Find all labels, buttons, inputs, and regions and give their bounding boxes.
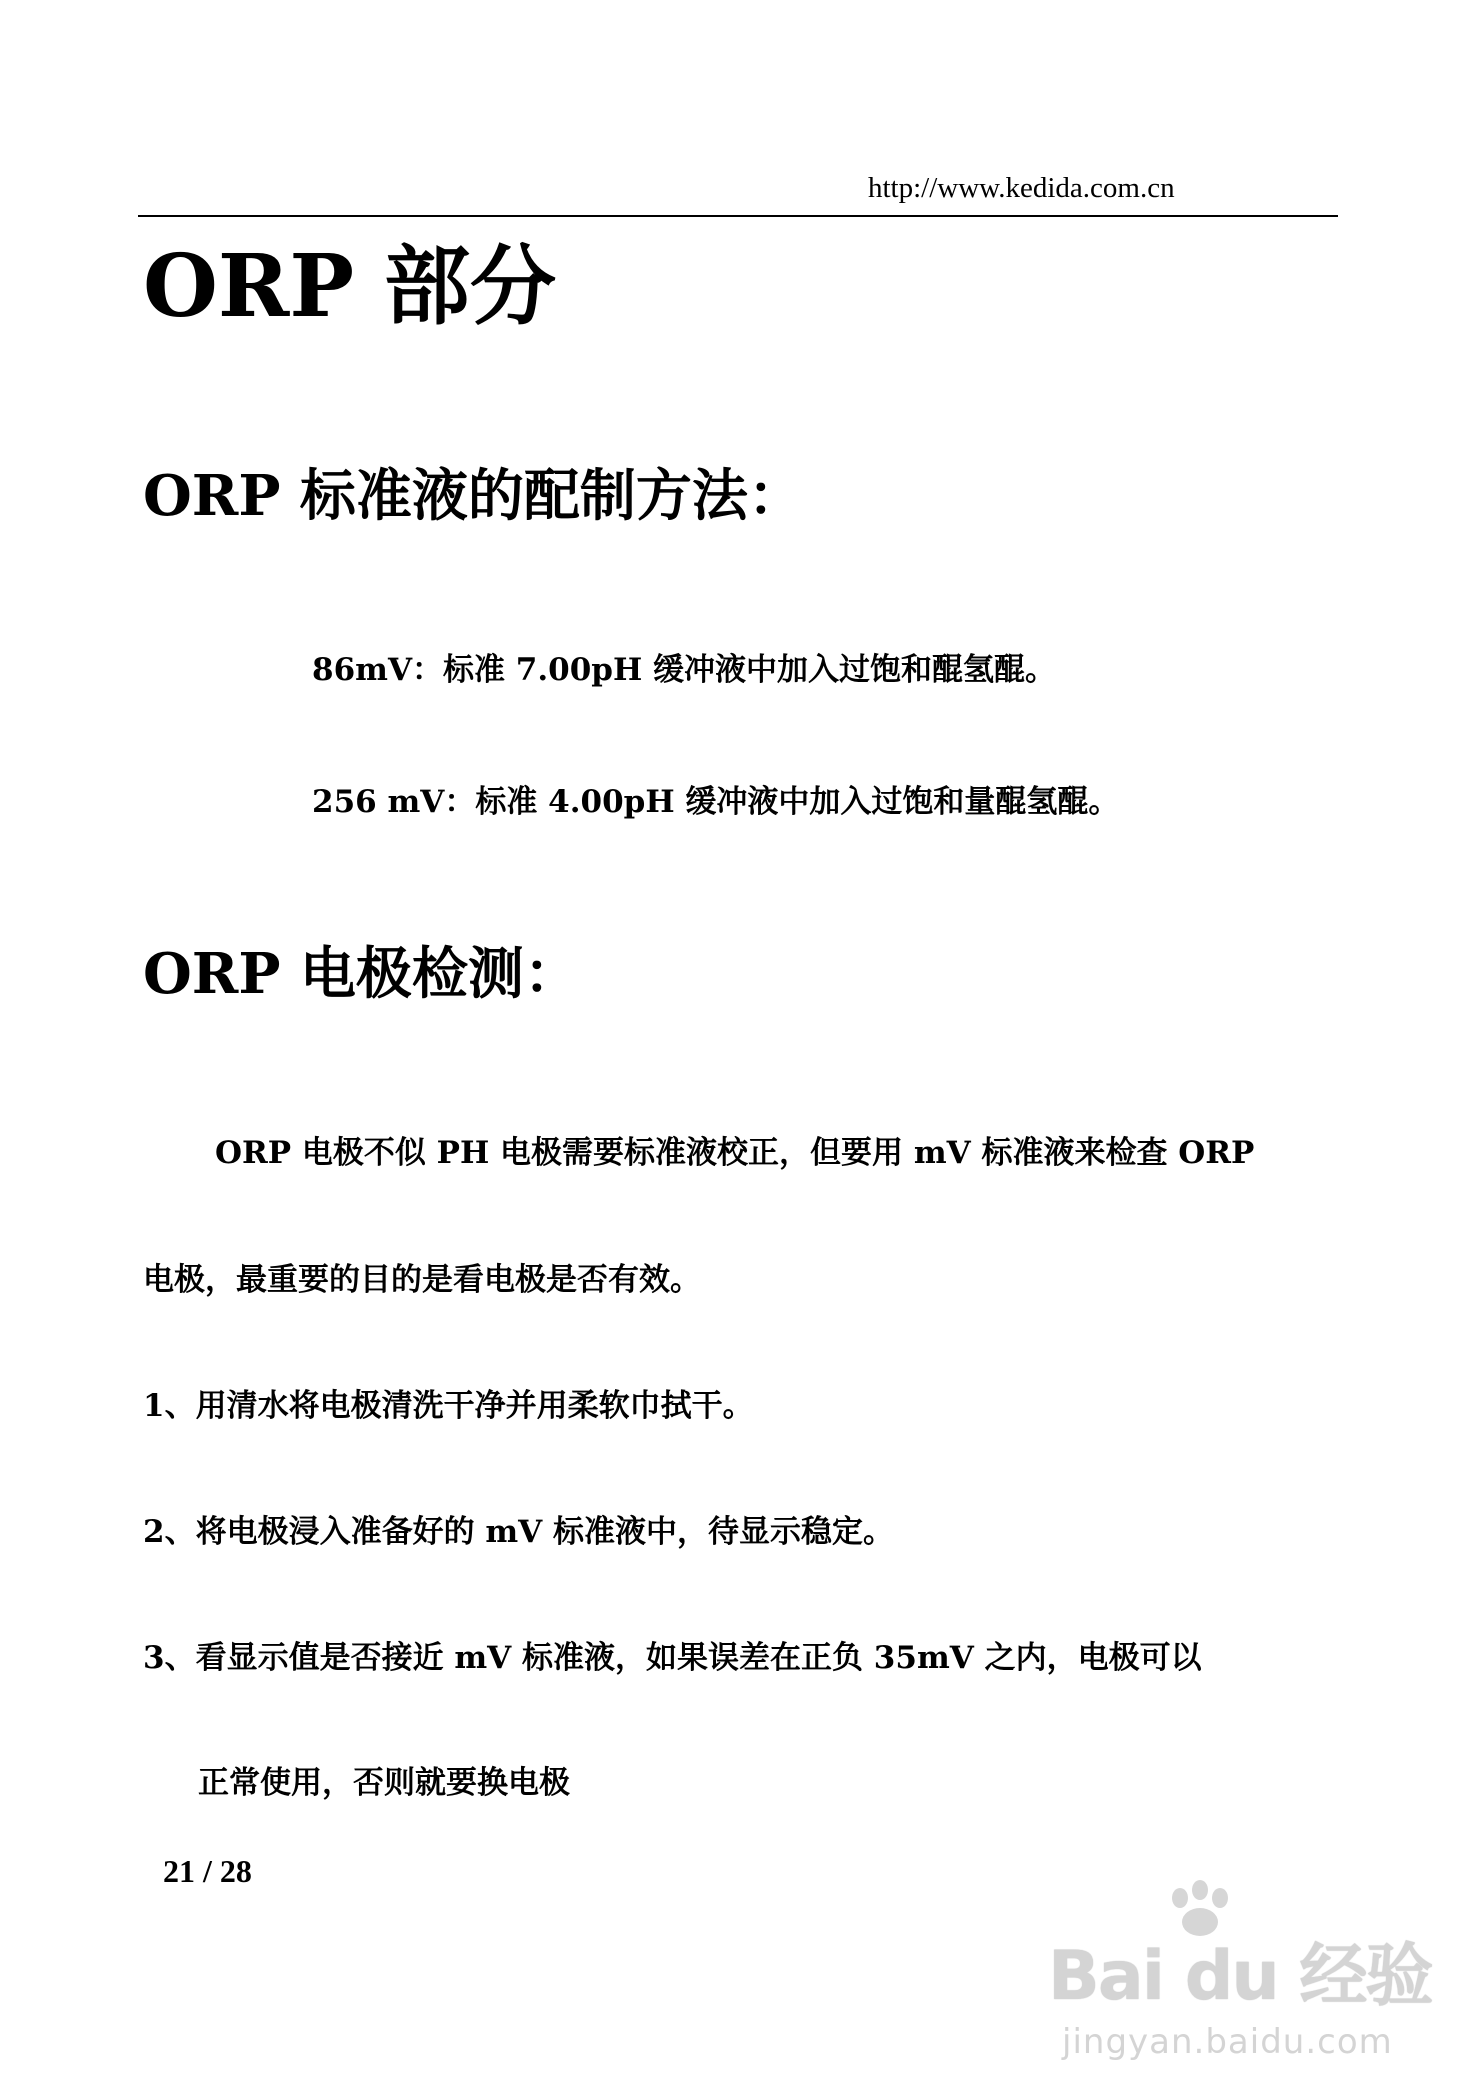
step-1: 1、用清水将电极清洗干净并用柔软巾拭干。 <box>143 1388 754 1424</box>
header-divider <box>138 215 1338 217</box>
preparation-line-86mv: 86mV：标准 7.00pH 缓冲液中加入过饱和醌氢醌。 <box>312 652 1057 688</box>
paragraph-line-1: ORP 电极不似 PH 电极需要标准液校正，但要用 mV 标准液来检查 ORP <box>215 1135 1255 1171</box>
section-heading-preparation: ORP 标准液的配制方法： <box>143 463 804 529</box>
section-heading-electrode-test: ORP 电极检测： <box>143 941 580 1007</box>
step-2: 2、将电极浸入准备好的 mV 标准液中，待显示稳定。 <box>143 1514 895 1550</box>
watermark-url: jingyan.baidu.com <box>1062 2022 1393 2062</box>
baidu-watermark <box>1040 1880 1440 2080</box>
preparation-line-256mv: 256 mV：标准 4.00pH 缓冲液中加入过饱和量醌氢醌。 <box>312 784 1120 820</box>
step-3: 3、看显示值是否接近 mV 标准液，如果误差在正负 35mV 之内，电极可以 <box>143 1640 1202 1676</box>
watermark-logo: Bai du 经验 <box>1048 1937 1432 2016</box>
paragraph-line-2: 电极，最重要的目的是看电极是否有效。 <box>143 1262 701 1298</box>
page-title: ORP 部分 <box>143 236 556 337</box>
step-3-continuation: 正常使用，否则就要换电极 <box>198 1765 570 1801</box>
header-url: http://www.kedida.com.cn <box>868 172 1175 204</box>
page-number: 21 / 28 <box>163 1853 252 1889</box>
